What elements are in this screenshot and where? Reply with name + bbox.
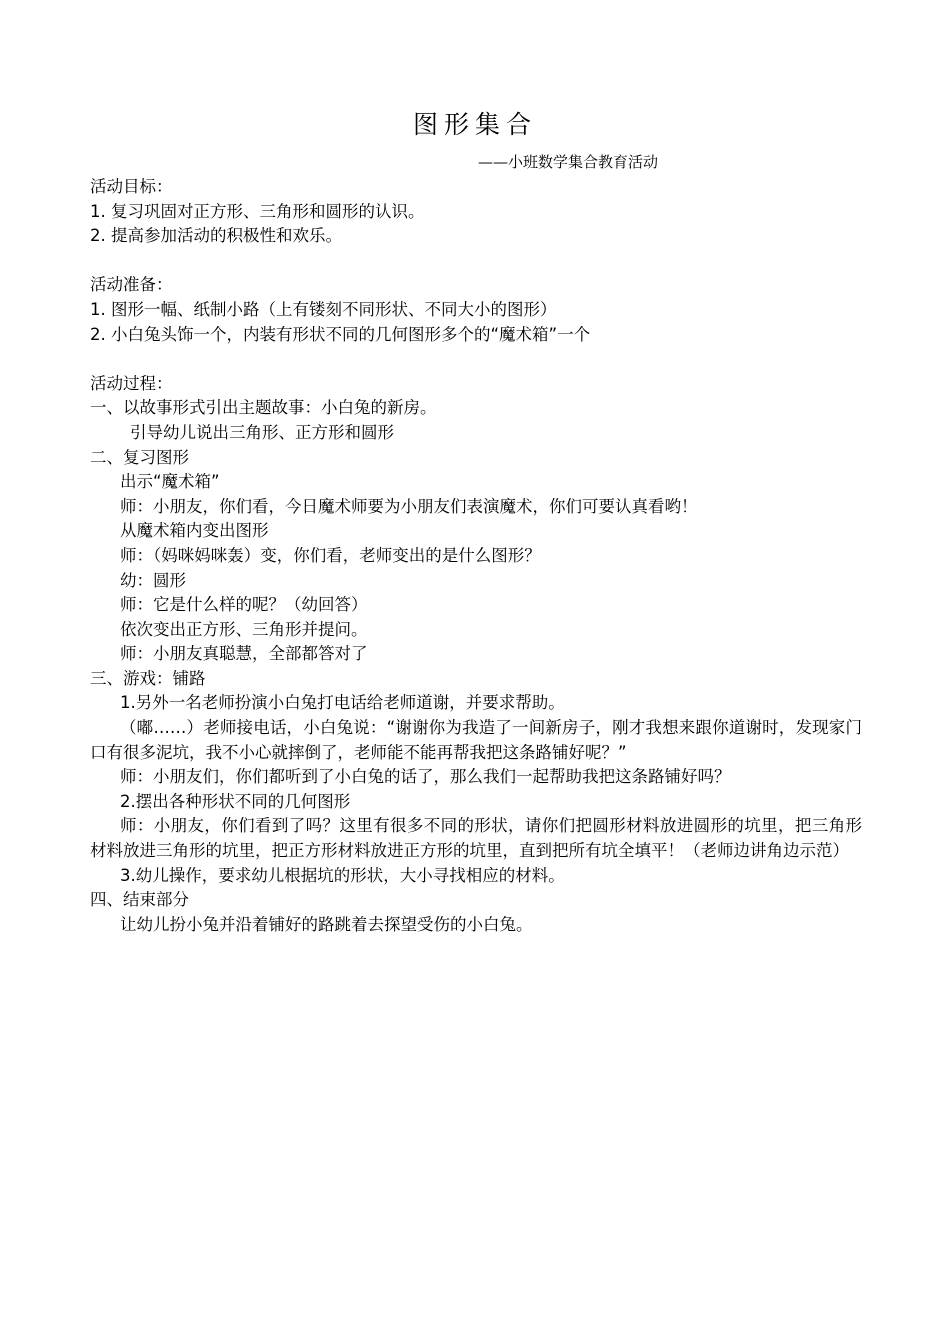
section-four-heading: 四、结束部分 [90, 890, 189, 910]
prep-item: 1. 图形一幅、纸制小路（上有镂刻不同形状、不同大小的图形） [90, 299, 557, 319]
section-two-text: 依次变出正方形、三角形并提问。 [120, 619, 368, 639]
section-two-text: 师：（妈咪妈咪轰）变，你们看，老师变出的是什么图形？ [120, 545, 541, 565]
section-one-heading: 一、以故事形式引出主题故事：小白兔的新房。 [90, 398, 437, 418]
section-one-text: 引导幼儿说出三角形、正方形和圆形 [130, 422, 394, 442]
process-heading: 活动过程： [90, 373, 173, 393]
section-four-text: 让幼儿扮小兔并沿着铺好的路跳着去探望受伤的小白兔。 [120, 914, 533, 934]
document-subtitle: ——小班数学集合教育活动 [478, 153, 659, 171]
spacer [90, 347, 862, 372]
section-two-text: 出示“魔术箱” [120, 472, 220, 492]
section-two-text: 师：它是什么样的呢？（幼回答） [120, 595, 368, 615]
goal-item: 2. 提高参加活动的积极性和欢乐。 [90, 226, 342, 246]
section-two-heading: 二、复习图形 [90, 447, 189, 467]
goals-heading: 活动目标： [90, 177, 173, 196]
section-three-step-two: 2.摆出各种形状不同的几何图形 [120, 791, 351, 811]
section-three-step-three: 3.幼儿操作，要求幼儿根据坑的形状，大小寻找相应的材料。 [120, 865, 565, 885]
document-title: 图形集合 [412, 110, 537, 139]
section-three-teacher-two: 师：小朋友，你们看到了吗？这里有很多不同的形状，请你们把圆形材料放进圆形的坑里，把三角形材料放进三角形的坑里，把正方形材料放进正方形的坑里，直到把所有坑全填平！（老师边讲角边示范） [90, 816, 862, 861]
document-body [90, 175, 862, 937]
section-three-heading: 三、游戏：铺路 [90, 668, 206, 688]
section-two-text: 师：小朋友真聪慧，全部都答对了 [120, 644, 368, 664]
spacer [90, 249, 862, 274]
section-two-text: 师：小朋友，你们看，今日魔术师要为小朋友们表演魔术，你们可要认真看哟！ [120, 496, 698, 516]
prep-heading: 活动准备： [90, 275, 173, 295]
section-three-call: （嘟……）老师接电话，小白兔说：“谢谢你为我造了一间新房子，刚才我想来跟你道谢时，发现家门口有很多泥坑，我不小心就摔倒了，老师能不能再帮我把这条路铺好呢？” [90, 718, 862, 762]
section-three-teacher-one: 师：小朋友们，你们都听到了小白兔的话了，那么我们一起帮助我把这条路铺好吗？ [120, 767, 731, 787]
section-two-text: 幼：圆形 [120, 570, 186, 590]
section-two-text: 从魔术箱内变出图形 [120, 521, 269, 541]
section-three-step-one: 1.另外一名老师扮演小白兔打电话给老师道谢，并要求帮助。 [120, 693, 565, 713]
prep-item: 2. 小白兔头饰一个，内装有形状不同的几何图形多个的“魔术箱”一个 [90, 324, 591, 344]
goal-item: 1. 复习巩固对正方形、三角形和圆形的认识。 [90, 201, 425, 221]
